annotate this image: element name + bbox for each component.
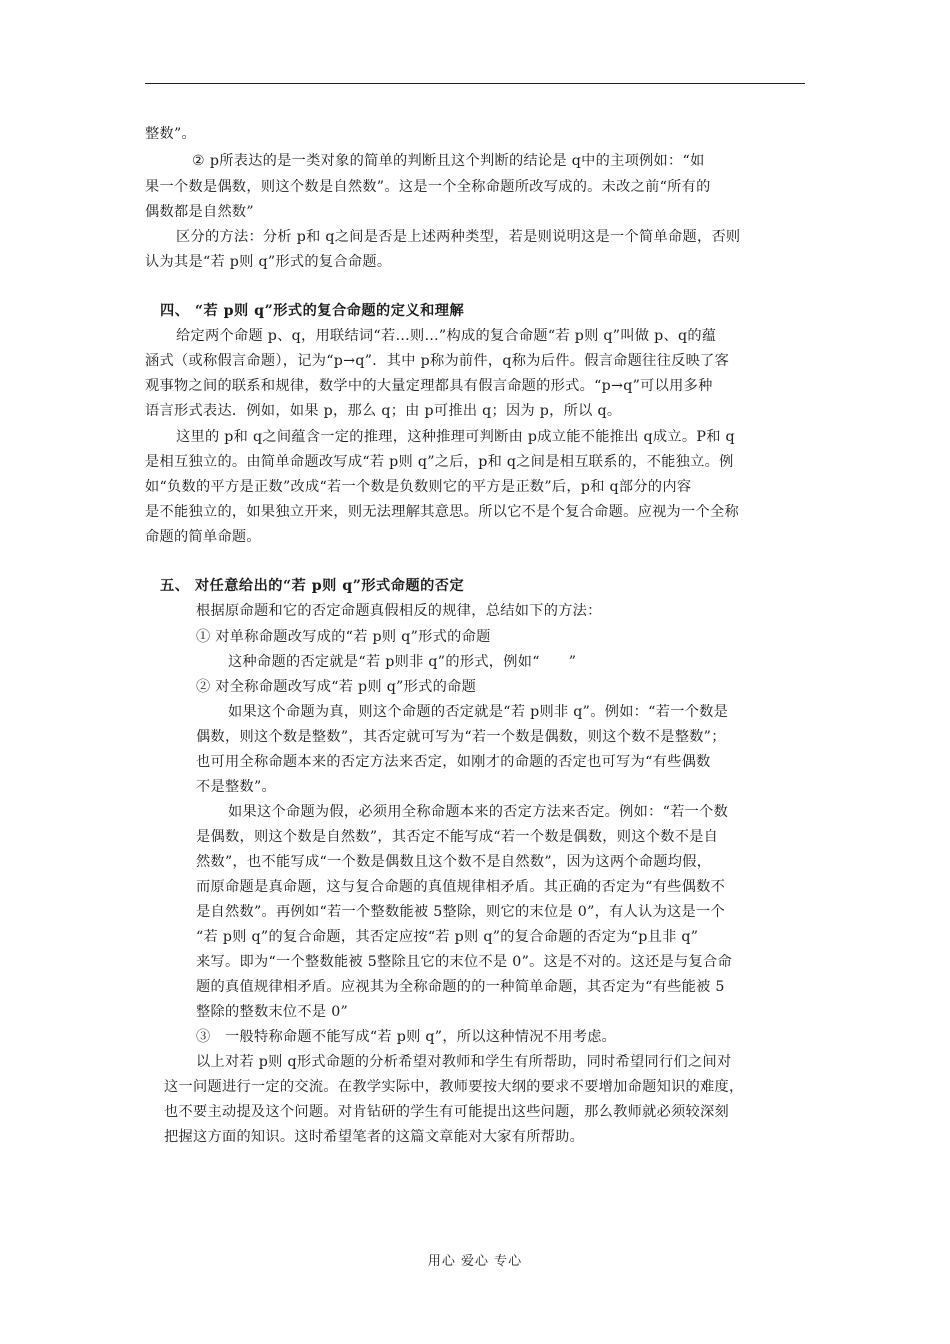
text-line: 整除的整数末位不是 0” <box>196 1004 349 1020</box>
text-line: 果一个数是偶数，则这个数是自然数”。这是一个全称命题所改写成的。未改之前“所有的 <box>145 179 711 195</box>
text-line: 整数”。 <box>145 126 197 142</box>
section-heading: 五、 对任意给出的“若 p则 q”形式命题的否定 <box>160 578 465 594</box>
text-line: 观事物之间的联系和规律，数学中的大量定理都具有假言命题的形式。“p→q”可以用多种 <box>145 378 713 394</box>
text-line: 以上对若 p则 q形式命题的分析希望对教师和学生有所帮助，同时希望同行们之间对 <box>196 1054 732 1070</box>
page-footer: 用心 爱心 专心 <box>427 1254 523 1269</box>
text-line: 是相互独立的。由简单命题改写成“若 p则 q”之后，p和 q之间是相互联系的，不能独立。例 <box>145 454 734 470</box>
text-line: ② p所表达的是一类对象的简单的判断且这个判断的结论是 q中的主项例如：“如 <box>192 153 705 169</box>
text-line: 根据原命题和它的否定命题真假相反的规律，总结如下的方法： <box>196 603 602 619</box>
text-line: 这一问题进行一定的交流。在教学实际中，教师要按大纲的要求不要增加命题知识的难度， <box>164 1079 744 1095</box>
text-line: 如“负数的平方是正数”改成“若一个数是负数则它的平方是正数”后，p和 q部分的内容 <box>145 479 692 495</box>
text-line: 涵式（或称假言命题），记为“p→q”．其中 p称为前件，q称为后件。假言命题往往反映了客 <box>145 353 730 369</box>
text-line: 也不要主动提及这个问题。对肯钻研的学生有可能提出这些问题，那么教师就必须较深刻 <box>164 1104 730 1120</box>
text-line: 是不能独立的，如果独立开来，则无法理解其意思。所以它不是个复合命题。应视为一个全称 <box>145 504 739 520</box>
text-line: 偶数都是自然数” <box>145 204 254 220</box>
text-line: 这里的 p和 q之间蕴含一定的推理，这种推理可判断由 p成立能不能推出 q成立。P和 q <box>176 429 735 445</box>
text-line: 是偶数，则这个数是自然数”，其否定不能写成“若一个数是偶数，则这个数不是自 <box>196 829 719 845</box>
text-line: 不是整数”。 <box>196 779 276 795</box>
text-line: 也可用全称命题本来的否定方法来否定，如刚才的命题的否定也可写为“有些偶数 <box>196 754 711 770</box>
text-line: 来写。即为“一个整数能被 5整除且它的末位不是 0”。这是不对的。这还是与复合命 <box>196 954 732 970</box>
text-line: 这种命题的否定就是“若 p则非 q”的形式，例如“ ” <box>228 654 577 670</box>
text-line: 偶数，则这个数是整数”，其否定就可写为“若一个数是偶数，则这个数不是整数”； <box>196 729 726 745</box>
text-line: 命题的简单命题。 <box>145 529 261 545</box>
text-line: 区分的方法：分析 p和 q之间是否是上述两种类型，若是则说明这是一个简单命题，否则 <box>176 229 741 245</box>
text-line: 题的真值规律相矛盾。应视其为全称命题的的一种简单命题，其否定为“有些能被 5 <box>196 979 725 995</box>
text-line: 是自然数”。再例如“若一个整数能被 5整除，则它的末位是 0”，有人认为这是一个 <box>196 904 726 920</box>
section-heading: 四、 “若 p则 q”形式的复合命题的定义和理解 <box>160 303 465 319</box>
text-line: ③ 一般特称命题不能写成“若 p则 q”，所以这种情况不用考虑。 <box>196 1029 617 1045</box>
text-line: 把握这方面的知识。这时希望笔者的这篇文章能对大家有所帮助。 <box>164 1129 585 1145</box>
text-line: ② 对全称命题改写成“若 p则 q”形式的命题 <box>196 679 477 695</box>
text-line: 然数”，也不能写成“一个数是偶数且这个数不是自然数”，因为这两个命题均假， <box>196 854 712 870</box>
text-line: 语言形式表达．例如，如果 p，那么 q；由 p可推出 q；因为 p，所以 q。 <box>145 403 622 419</box>
header-rule <box>145 83 805 84</box>
text-line: ① 对单称命题改写成的“若 p则 q”形式的命题 <box>196 629 491 645</box>
text-line: 给定两个命题 p、q，用联结词“若…则…”构成的复合命题“若 p则 q”叫做 p、q的蕴 <box>176 328 717 344</box>
text-line: 而原命题是真命题，这与复合命题的真值规律相矛盾。其正确的否定为“有些偶数不 <box>196 879 726 895</box>
text-line: “若 p则 q”的复合命题，其否定应按“若 p则 q”的复合命题的否定为“p且非 q” <box>196 929 699 945</box>
text-line: 认为其是“若 p则 q”形式的复合命题。 <box>145 254 392 270</box>
text-line: 如果这个命题为假，必须用全称命题本来的否定方法来否定。例如：“若一个数 <box>228 804 729 820</box>
text-line: 如果这个命题为真，则这个命题的否定就是“若 p则非 q”。例如：“若一个数是 <box>228 704 729 720</box>
